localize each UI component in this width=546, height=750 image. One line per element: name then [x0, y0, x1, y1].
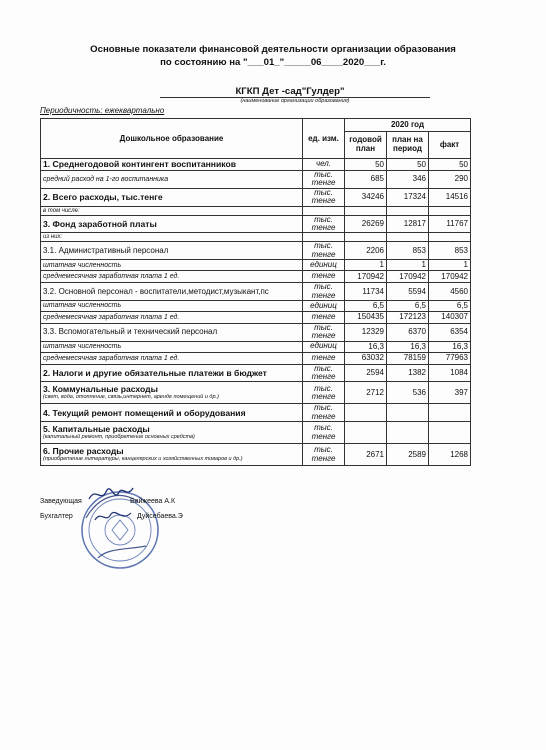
row-label — [41, 300, 303, 311]
row-label — [41, 352, 303, 364]
row-unit: тыс. тенге — [303, 242, 345, 260]
row-unit: чел. — [303, 159, 345, 171]
row-plan-value: 11734 — [345, 283, 387, 301]
row-label-text: 3.3. Вспомогательный и технический персонал — [43, 327, 218, 337]
row-unit: тыс. тенге — [303, 404, 345, 422]
head-name: Байжеева А.К — [130, 498, 176, 505]
row-label — [41, 311, 303, 323]
row-period-value: 17324 — [387, 188, 429, 206]
row-label — [41, 422, 303, 444]
row-plan-value: 150435 — [345, 311, 387, 323]
row-label — [41, 159, 303, 171]
table-row — [41, 171, 471, 189]
row-period-value — [387, 233, 429, 242]
row-plan-value: 2206 — [345, 242, 387, 260]
row-unit: тыс. тенге — [303, 323, 345, 341]
row-fact-value — [429, 404, 471, 422]
row-period-value — [387, 422, 429, 444]
row-unit: тыс. тенге — [303, 188, 345, 206]
table-row — [41, 188, 471, 206]
table-row — [41, 206, 471, 215]
row-unit: тенге — [303, 352, 345, 364]
row-unit: тыс. тенге — [303, 283, 345, 301]
row-plan-value — [345, 404, 387, 422]
row-fact-value: 1084 — [429, 364, 471, 382]
row-unit: тыс. тенге — [303, 444, 345, 466]
row-unit: единиц — [303, 341, 345, 352]
row-plan-value: 1 — [345, 260, 387, 271]
row-fact-value — [429, 422, 471, 444]
header-fact: факт — [429, 132, 471, 159]
row-unit: тыс. тенге — [303, 382, 345, 404]
row-period-value: 170942 — [387, 271, 429, 283]
row-label-text: среднемесячная заработная плата 1 ед. — [43, 354, 180, 362]
row-label-text: 3. Фонд заработной платы — [43, 218, 157, 229]
row-fact-value: 11767 — [429, 215, 471, 233]
table-row — [41, 422, 471, 444]
row-label — [41, 404, 303, 422]
row-unit: тенге — [303, 271, 345, 283]
row-period-value: 346 — [387, 171, 429, 189]
table-row — [41, 233, 471, 242]
row-label-text: штатная численность — [43, 302, 122, 310]
table-row — [41, 352, 471, 364]
periodicity-label: Периодичность: ежеквартально — [40, 106, 165, 115]
row-period-value: 6,5 — [387, 300, 429, 311]
header-year: 2020 год — [345, 119, 471, 132]
row-period-value: 1 — [387, 260, 429, 271]
row-plan-value: 2671 — [345, 444, 387, 466]
row-label — [41, 364, 303, 382]
row-unit: тыс. тенге — [303, 422, 345, 444]
report-title: Основные показатели финансовой деятельности организации образования — [90, 44, 456, 55]
row-label-text: 2. Всего расходы, тыс.тенге — [43, 191, 163, 202]
row-label-text: 2. Налоги и другие обязательные платежи в бюджет — [43, 367, 267, 378]
row-label — [41, 260, 303, 271]
row-label-text: среднемесячная заработная плата 1 ед. — [43, 313, 180, 321]
row-label-text: 3. Коммунальные расходы — [43, 384, 158, 395]
row-label-text: 3.1. Административный персонал — [43, 245, 169, 255]
row-plan-value — [345, 233, 387, 242]
row-fact-value: 6,5 — [429, 300, 471, 311]
row-period-value: 536 — [387, 382, 429, 404]
row-plan-value: 6,5 — [345, 300, 387, 311]
row-label — [41, 188, 303, 206]
table-row — [41, 311, 471, 323]
row-plan-value: 2594 — [345, 364, 387, 382]
row-plan-value — [345, 206, 387, 215]
row-period-value: 6370 — [387, 323, 429, 341]
row-fact-value: 1268 — [429, 444, 471, 466]
row-label-text: 1. Среднегодовой контингент воспитанников — [43, 159, 236, 170]
row-plan-value: 50 — [345, 159, 387, 171]
row-period-value: 853 — [387, 242, 429, 260]
row-label — [41, 171, 303, 189]
row-unit — [303, 206, 345, 215]
row-label-text: штатная численность — [43, 343, 122, 351]
indicators-table — [40, 118, 471, 466]
row-fact-value: 853 — [429, 242, 471, 260]
row-plan-value: 170942 — [345, 271, 387, 283]
row-period-value: 1382 — [387, 364, 429, 382]
row-plan-value: 34246 — [345, 188, 387, 206]
accountant-label: Бухгалтер — [40, 513, 73, 520]
head-signature — [86, 484, 136, 506]
header-section: Дошкольное образование — [41, 119, 303, 159]
row-period-value — [387, 206, 429, 215]
row-label-text: 3.2. Основной персонал - воспитатели,методист,музыкант,пс — [43, 286, 269, 296]
row-label — [41, 444, 303, 466]
row-unit: единиц — [303, 300, 345, 311]
table-row — [41, 404, 471, 422]
row-fact-value: 290 — [429, 171, 471, 189]
row-label-text: 6. Прочие расходы — [43, 446, 124, 457]
row-fact-value: 1 — [429, 260, 471, 271]
row-period-value — [387, 404, 429, 422]
accountant-name: Дуйсебаева.Э — [137, 513, 183, 520]
row-period-value: 5594 — [387, 283, 429, 301]
row-sublabel: (капитальный ремонт, приобретение основных средств) — [43, 433, 195, 440]
row-period-value: 2589 — [387, 444, 429, 466]
row-label — [41, 283, 303, 301]
row-fact-value: 14516 — [429, 188, 471, 206]
row-unit: тыс. тенге — [303, 215, 345, 233]
row-fact-value: 140307 — [429, 311, 471, 323]
table-row — [41, 242, 471, 260]
header-unit: ед. изм. — [303, 119, 345, 159]
row-label-text: 4. Текущий ремонт помещений и оборудования — [43, 407, 246, 418]
row-plan-value: 12329 — [345, 323, 387, 341]
row-label — [41, 341, 303, 352]
table-row — [41, 364, 471, 382]
report-date-line: по состоянию на "___01_"_____06____2020___г. — [160, 57, 386, 68]
row-unit — [303, 233, 345, 242]
row-label — [41, 323, 303, 341]
row-period-value: 16,3 — [387, 341, 429, 352]
row-label — [41, 242, 303, 260]
table-row — [41, 444, 471, 466]
row-label — [41, 215, 303, 233]
table-row — [41, 300, 471, 311]
table-row — [41, 382, 471, 404]
row-plan-value: 26269 — [345, 215, 387, 233]
row-label-text: средний расход на 1-го воспитанника — [43, 175, 169, 183]
row-sublabel: (свет, вода, отопление, связь,интернет, арeнде помещений и др.) — [43, 394, 219, 401]
row-plan-value: 63032 — [345, 352, 387, 364]
row-label — [41, 233, 303, 242]
table-row — [41, 271, 471, 283]
organization-name: КГКП Дет -сад"Гулдер" — [235, 86, 345, 97]
row-fact-value: 170942 — [429, 271, 471, 283]
row-period-value: 78159 — [387, 352, 429, 364]
table-row — [41, 260, 471, 271]
row-plan-value — [345, 422, 387, 444]
table-row — [41, 159, 471, 171]
row-fact-value: 77963 — [429, 352, 471, 364]
row-unit: единиц — [303, 260, 345, 271]
row-fact-value — [429, 233, 471, 242]
accountant-signature — [92, 508, 134, 526]
row-label-text: среднемесячная заработная плата 1 ед. — [43, 273, 180, 281]
table-row — [41, 283, 471, 301]
row-label — [41, 382, 303, 404]
row-plan-value: 685 — [345, 171, 387, 189]
header-plan: годовой план — [345, 132, 387, 159]
table-row — [41, 323, 471, 341]
header-period: план на период — [387, 132, 429, 159]
table-row — [41, 215, 471, 233]
row-label-text: 5. Капитальные расходы — [43, 424, 150, 435]
row-label-text: штатная численность — [43, 261, 122, 269]
row-period-value: 50 — [387, 159, 429, 171]
row-period-value: 172123 — [387, 311, 429, 323]
row-fact-value: 397 — [429, 382, 471, 404]
row-plan-value: 16,3 — [345, 341, 387, 352]
row-unit: тыс. тенге — [303, 364, 345, 382]
row-fact-value — [429, 206, 471, 215]
organization-caption: (наименование организации образования) — [240, 98, 350, 104]
row-unit: тенге — [303, 311, 345, 323]
row-fact-value: 16,3 — [429, 341, 471, 352]
row-fact-value: 50 — [429, 159, 471, 171]
row-period-value: 12817 — [387, 215, 429, 233]
row-fact-value: 6354 — [429, 323, 471, 341]
row-label-text: в том числе: — [43, 207, 80, 214]
row-plan-value: 2712 — [345, 382, 387, 404]
head-label: Заведующая — [40, 498, 82, 505]
row-unit: тыс. тенге — [303, 171, 345, 189]
row-label — [41, 271, 303, 283]
row-sublabel: (приобретение литературы, канцелярских и хозяйственных товаров и др.) — [43, 455, 243, 462]
row-label — [41, 206, 303, 215]
row-fact-value: 4560 — [429, 283, 471, 301]
row-label-text: из них: — [43, 234, 63, 241]
table-row — [41, 341, 471, 352]
